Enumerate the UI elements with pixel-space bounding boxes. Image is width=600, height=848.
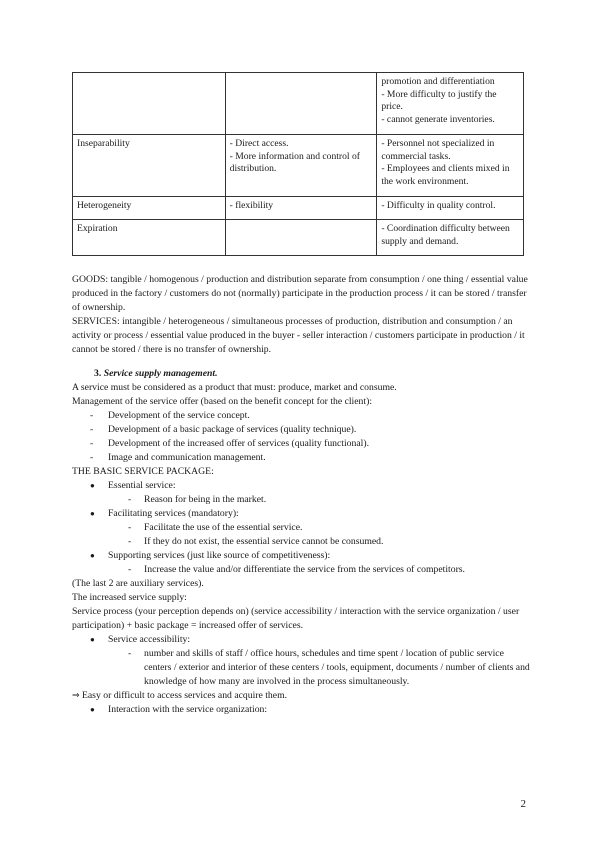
table-body xyxy=(73,73,524,256)
management-text: Management of the service offer (based on the benefit concept for the client): xyxy=(72,396,373,407)
table-row xyxy=(73,135,524,197)
facilitating-sub-label: If they do not exist, the essential service cannot be consumed. xyxy=(144,536,384,547)
disadvantages-line: promotion and differentiation xyxy=(381,76,495,87)
services-paragraph: SERVICES: intangible / heterogeneous / simultaneous processes of production, distribution and consumption / an activity or process / essential value produced in the buyer - seller interaction / customers participate in production / it cannot be stored / there is no transfer of ownership. xyxy=(72,316,525,355)
disadvantages-line: - Personnel not specialized in commercial tasks. xyxy=(381,138,495,162)
characteristic-cell: Inseparability xyxy=(73,135,226,197)
characteristic-cell: Heterogeneity xyxy=(73,197,226,220)
characteristic-cell: Expiration xyxy=(73,220,226,256)
facilitating-sub-item xyxy=(72,535,532,549)
dash-marker: - xyxy=(128,522,132,533)
section-number: 3. xyxy=(94,368,102,379)
table-row xyxy=(73,73,524,135)
facilitating-sub-item xyxy=(72,521,532,535)
dash-marker: - xyxy=(128,648,132,659)
advantages-line: - flexibility xyxy=(229,200,274,211)
management-item xyxy=(72,437,532,451)
dash-marker: - xyxy=(128,494,132,505)
section-heading xyxy=(94,367,532,381)
bullet-icon: ● xyxy=(90,509,95,518)
characteristic-cell xyxy=(73,73,226,135)
disadvantages-line: - cannot generate inventories. xyxy=(381,113,495,125)
essential-sub-item xyxy=(72,493,532,507)
body-text xyxy=(72,273,532,717)
intro-text: A service must be considered as a product that must: produce, market and consume. xyxy=(72,382,397,393)
goods-paragraph: GOODS: tangible / homogenous / production and distribution separate from consumption / one thing / essential value produced in the factory / customers do not (normally) participate in the production process / it can be stored / transfer of ownership. xyxy=(72,274,528,313)
increased-heading: The increased service supply: xyxy=(72,592,187,603)
table-row xyxy=(73,220,524,256)
disadvantages-cell xyxy=(377,73,524,135)
accessibility-sub-label: number and skills of staff / office hours, schedules and time spent / location of public service centers / exterior and interior of these centers / tools, equipment, documents / number of clients and knowledge of how many are involved in the process simultaneously. xyxy=(144,648,530,687)
accessibility-label: Service accessibility: xyxy=(108,634,191,645)
essential-item xyxy=(72,479,532,493)
supporting-sub-label: Increase the value and/or differentiate the service from the services of competitors. xyxy=(144,564,465,575)
facilitating-label: Facilitating services (mandatory): xyxy=(108,508,239,519)
management-item xyxy=(72,423,532,437)
supporting-sub-item xyxy=(72,563,532,577)
advantages-cell xyxy=(225,197,377,220)
interaction-item xyxy=(72,703,532,717)
dash-marker: - xyxy=(90,452,94,463)
spacer xyxy=(72,357,532,367)
dash-marker: - xyxy=(90,410,94,421)
page-number: 2 xyxy=(520,798,526,810)
table-row xyxy=(73,197,524,220)
supporting-label: Supporting services (just like source of competitiveness): xyxy=(108,550,331,561)
disadvantages-line: - Coordination difficulty between supply and demand. xyxy=(381,223,510,247)
auxiliary-note: (The last 2 are auxiliary services). xyxy=(72,578,204,589)
bullet-icon: ● xyxy=(90,481,95,490)
management-item-label: Image and communication management. xyxy=(108,452,266,463)
facilitating-item xyxy=(72,507,532,521)
dash-marker: - xyxy=(128,536,132,547)
dash-marker: - xyxy=(90,424,94,435)
bullet-icon: ● xyxy=(90,551,95,560)
easy-access-line xyxy=(72,689,532,703)
accessibility-item xyxy=(72,633,532,647)
disadvantages-line: - More difficulty to justify the price. xyxy=(381,88,497,113)
section-title: Service supply management. xyxy=(103,368,218,379)
management-item xyxy=(72,409,532,423)
basic-package-heading: THE BASIC SERVICE PACKAGE: xyxy=(72,466,214,477)
management-item-label: Development of the increased offer of services (quality functional). xyxy=(108,438,370,449)
supporting-item xyxy=(72,549,532,563)
right-arrow-icon: ⇒ xyxy=(72,691,80,701)
management-item xyxy=(72,451,532,465)
dash-marker: - xyxy=(128,564,132,575)
disadvantages-cell xyxy=(377,135,524,197)
management-item-label: Development of the service concept. xyxy=(108,410,250,421)
essential-sub-label: Reason for being in the market. xyxy=(144,494,267,505)
advantages-cell xyxy=(225,135,377,197)
essential-label: Essential service: xyxy=(108,480,176,491)
advantages-line: - Direct access. xyxy=(229,138,289,149)
bullet-icon: ● xyxy=(90,705,95,714)
disadvantages-cell xyxy=(377,220,524,256)
disadvantages-line: - Difficulty in quality control. xyxy=(381,200,496,211)
management-item-label: Development of a basic package of services (quality technique). xyxy=(108,424,357,435)
dash-marker: - xyxy=(90,438,94,449)
characteristics-table xyxy=(72,72,524,256)
advantages-line: - More information and control of distribution. xyxy=(229,150,360,175)
facilitating-sub-label: Facilitate the use of the essential service. xyxy=(144,522,303,533)
process-text: Service process (your perception depends on) (service accessibility / interaction with the service organization / user participation) + basic package = increased offer of services. xyxy=(72,606,520,631)
easy-access-text: Easy or difficult to access services and acquire them. xyxy=(81,690,288,701)
disadvantages-line: - Employees and clients mixed in the work environment. xyxy=(381,163,510,187)
disadvantages-cell xyxy=(377,197,524,220)
advantages-cell xyxy=(225,73,377,135)
bullet-icon: ● xyxy=(90,635,95,644)
accessibility-sub-item xyxy=(72,647,532,689)
interaction-label: Interaction with the service organization: xyxy=(108,704,268,715)
advantages-cell xyxy=(225,220,377,256)
